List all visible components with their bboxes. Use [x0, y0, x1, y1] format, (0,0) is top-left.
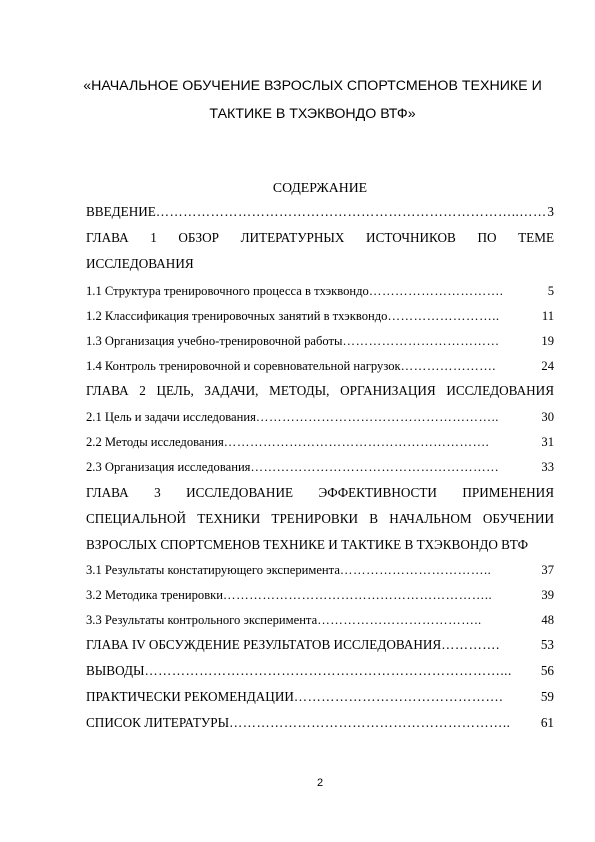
- toc-leader-dots: ……………………………..: [339, 563, 492, 577]
- toc-page-number: 31: [541, 435, 554, 449]
- contents-heading: СОДЕРЖАНИЕ: [272, 180, 368, 195]
- toc-leader-dots: ……………………………………………………..: [223, 588, 493, 602]
- toc-page-number: 56: [540, 663, 554, 678]
- toc-entry-title: 1.3 Организация учебно-тренировочной работы: [86, 334, 343, 348]
- toc-chapter-4: [86, 637, 554, 653]
- toc-entry-recommendations: [86, 689, 554, 705]
- document-title-line-1: «НАЧАЛЬНОЕ ОБУЧЕНИЕ ВЗРОСЛЫХ СПОРТСМЕНОВ ТЕХНИКЕ И: [83, 78, 542, 94]
- toc-page-number: 3: [547, 204, 554, 219]
- toc-entry-2-3: [86, 459, 554, 475]
- toc-chapter-1-line-1: ГЛАВА 1 ОБЗОР ЛИТЕРАТУРНЫХ ИСТОЧНИКОВ ПО ТЕМЕ: [86, 230, 554, 245]
- toc-entry-title: 2.2 Методы исследования: [86, 435, 224, 449]
- toc-entry-title: 1.4 Контроль тренировочной и соревновательной нагрузок: [86, 359, 401, 373]
- toc-entry-3-3: [86, 612, 554, 628]
- toc-entry-intro: [86, 204, 554, 220]
- toc-entry-1-1: [86, 283, 554, 299]
- toc-page-number: 37: [541, 563, 554, 577]
- toc-leader-dots: ……………………………………………………………………..……: [155, 204, 547, 219]
- toc-page-number: 48: [541, 613, 554, 627]
- toc-entry-title: СПИСОК ЛИТЕРАТУРЫ: [86, 715, 230, 730]
- toc-page-number: 11: [541, 309, 554, 323]
- toc-leader-dots: ……………………..: [387, 309, 500, 323]
- toc-chapter-1-line-2: ИССЛЕДОВАНИЯ: [86, 256, 194, 271]
- toc-entry-3-1: [86, 562, 554, 578]
- toc-leader-dots: …………………………………………………: [250, 460, 500, 474]
- toc-entry-1-3: [86, 333, 554, 349]
- toc-chapter-3-line-1: ГЛАВА 3 ИССЛЕДОВАНИЕ ЭФФЕКТИВНОСТИ ПРИМЕНЕНИЯ: [86, 485, 554, 500]
- toc-leader-dots: ………………………………: [342, 334, 500, 348]
- toc-leader-dots: ………………………….: [368, 284, 504, 298]
- toc-entry-title: ПРАКТИЧЕСКИ РЕКОМЕНДАЦИИ: [86, 689, 294, 704]
- toc-entry-title: 2.3 Организация исследования: [86, 460, 251, 474]
- toc-entry-title: ВВЕДЕНИЕ: [86, 204, 156, 219]
- toc-page-number: 61: [540, 715, 554, 730]
- toc-entry-title: ВЫВОДЫ: [86, 663, 145, 678]
- toc-page-number: 59: [540, 689, 554, 704]
- toc-page-number: 33: [541, 460, 554, 474]
- toc-leader-dots: ……………………………………………………………………...: [144, 663, 512, 678]
- toc-entry-title: 1.1 Структура тренировочного процесса в тхэквондо: [86, 284, 369, 298]
- toc-entry-title: 3.2 Методика тренировки: [86, 588, 224, 602]
- toc-page-number: 53: [540, 637, 554, 652]
- toc-entry-references: [86, 715, 554, 731]
- toc-leader-dots: ……………………………………………………..: [229, 715, 511, 730]
- toc-entry-title: ГЛАВА IV ОБСУЖДЕНИЕ РЕЗУЛЬТАТОВ ИССЛЕДОВАНИЯ: [86, 637, 442, 652]
- toc-leader-dots: ……………………………………….: [293, 689, 503, 704]
- toc-entry-title: 2.1 Цель и задачи исследования: [86, 410, 256, 424]
- toc-page-number: 5: [547, 284, 554, 298]
- toc-leader-dots: ………………………………………………..: [255, 410, 499, 424]
- toc-entry-1-4: [86, 358, 554, 374]
- toc-leader-dots: ………………………………..: [317, 613, 482, 627]
- toc-entry-2-1: [86, 409, 554, 425]
- toc-entry-title: 1.2 Классификация тренировочных занятий в тхэквондо: [86, 309, 388, 323]
- toc-chapter-3-line-2: СПЕЦИАЛЬНОЙ ТЕХНИКИ ТРЕНИРОВКИ В НАЧАЛЬНОМ ОБУЧЕНИИ: [86, 511, 554, 526]
- toc-leader-dots: …………………………………………………….: [223, 435, 490, 449]
- toc-page-number: 19: [541, 334, 554, 348]
- toc-leader-dots: ………………….: [400, 359, 496, 373]
- toc-entry-2-2: [86, 434, 554, 450]
- toc-chapter-2: ГЛАВА 2 ЦЕЛЬ, ЗАДАЧИ, МЕТОДЫ, ОРГАНИЗАЦИЯ ИССЛЕДОВАНИЯ: [86, 383, 554, 398]
- toc-page-number: 24: [541, 359, 554, 373]
- toc-entry-conclusions: [86, 663, 554, 679]
- toc-entry-3-2: [86, 587, 554, 603]
- page-number: 2: [316, 777, 324, 789]
- toc-entry-title: 3.3 Результаты контрольного эксперимента: [86, 613, 318, 627]
- toc-entry-1-2: [86, 308, 554, 324]
- toc-page-number: 30: [541, 410, 554, 424]
- document-title-line-2: ТАКТИКЕ В ТХЭКВОНДО ВТФ»: [209, 106, 416, 122]
- toc-page-number: 39: [541, 588, 554, 602]
- toc-chapter-3-line-3: ВЗРОСЛЫХ СПОРТСМЕНОВ ТЕХНИКЕ И ТАКТИКЕ В ТХЭКВОНДО ВТФ: [86, 537, 528, 552]
- toc-leader-dots: ………….: [441, 637, 500, 652]
- toc-entry-title: 3.1 Результаты констатирующего эксперимента: [86, 563, 340, 577]
